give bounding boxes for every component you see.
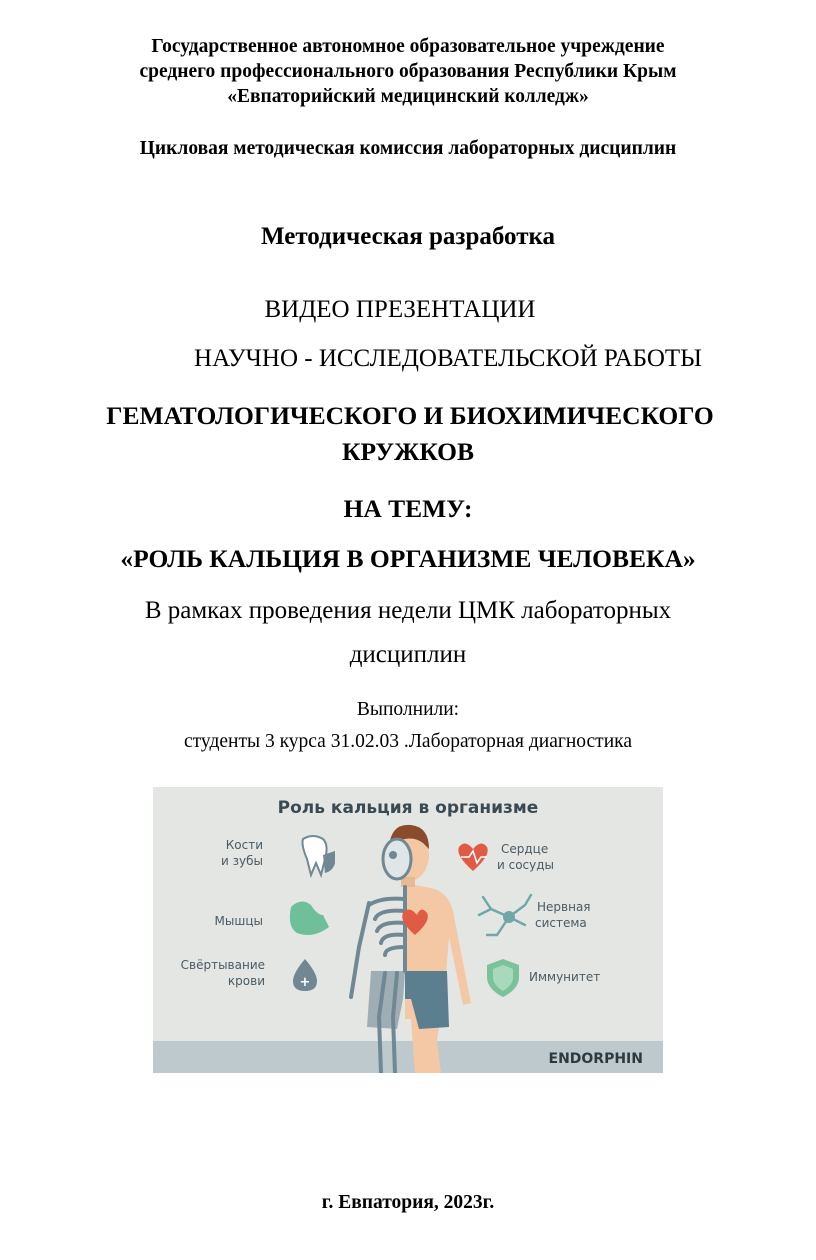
- institution-line-3: «Евпаторийский медицинский колледж»: [227, 86, 589, 107]
- label-immunity: Иммунитет: [529, 970, 601, 984]
- skull: [383, 839, 411, 879]
- calcium-infographic: [153, 787, 663, 1073]
- theme-title: «РОЛЬ КАЛЬЦИЯ В ОРГАНИЗМЕ ЧЕЛОВЕКА»: [120, 544, 696, 573]
- institution-line-1: Государственное автономное образовательное учреждение: [151, 36, 665, 57]
- label-muscles: Мышцы: [214, 914, 263, 928]
- label-clotting-1: Свёртывание: [180, 958, 265, 972]
- label-heart-2: и сосуды: [497, 858, 555, 872]
- performed-label: Выполнили:: [356, 699, 460, 720]
- commission-name: Цикловая методическая комиссия лабораторных дисциплин: [139, 138, 677, 159]
- label-nerve-2: система: [535, 916, 587, 930]
- label-bones-1: Кости: [225, 838, 263, 852]
- context-line-1: В рамках проведения недели ЦМК лабораторных: [144, 597, 672, 624]
- circles-line-2: КРУЖКОВ: [341, 437, 475, 466]
- infographic-title: Роль кальция в организме: [277, 798, 539, 818]
- skull-eye: [389, 851, 397, 859]
- label-nerve-1: Нервная: [537, 900, 591, 914]
- document-type: Методическая разработка: [260, 223, 556, 250]
- performers: студенты 3 курса 31.02.03 .Лабораторная диагностика: [184, 731, 632, 752]
- institution-line-2: среднего профессионального образования Республики Крым: [139, 61, 677, 82]
- context-line-2: дисциплин: [349, 641, 467, 668]
- neuron-body: [503, 911, 515, 923]
- label-clotting-2: крови: [227, 974, 265, 988]
- theme-label: НА ТЕМУ:: [343, 494, 473, 523]
- endorphin-logo: ENDORPHIN: [548, 1051, 643, 1067]
- drop-plus-icon: +: [299, 975, 311, 990]
- label-heart-1: Сердце: [501, 842, 549, 856]
- subtitle-research: НАУЧНО - ИССЛЕДОВАТЕЛЬСКОЙ РАБОТЫ: [194, 345, 702, 372]
- subtitle-video: ВИДЕО ПРЕЗЕНТАЦИИ: [264, 296, 536, 323]
- label-bones-2: и зубы: [221, 854, 263, 868]
- place-and-year: г. Евпатория, 2023г.: [321, 1192, 495, 1213]
- circles-line-1: ГЕМАТОЛОГИЧЕСКОГО И БИОХИМИЧЕСКОГО: [106, 401, 714, 430]
